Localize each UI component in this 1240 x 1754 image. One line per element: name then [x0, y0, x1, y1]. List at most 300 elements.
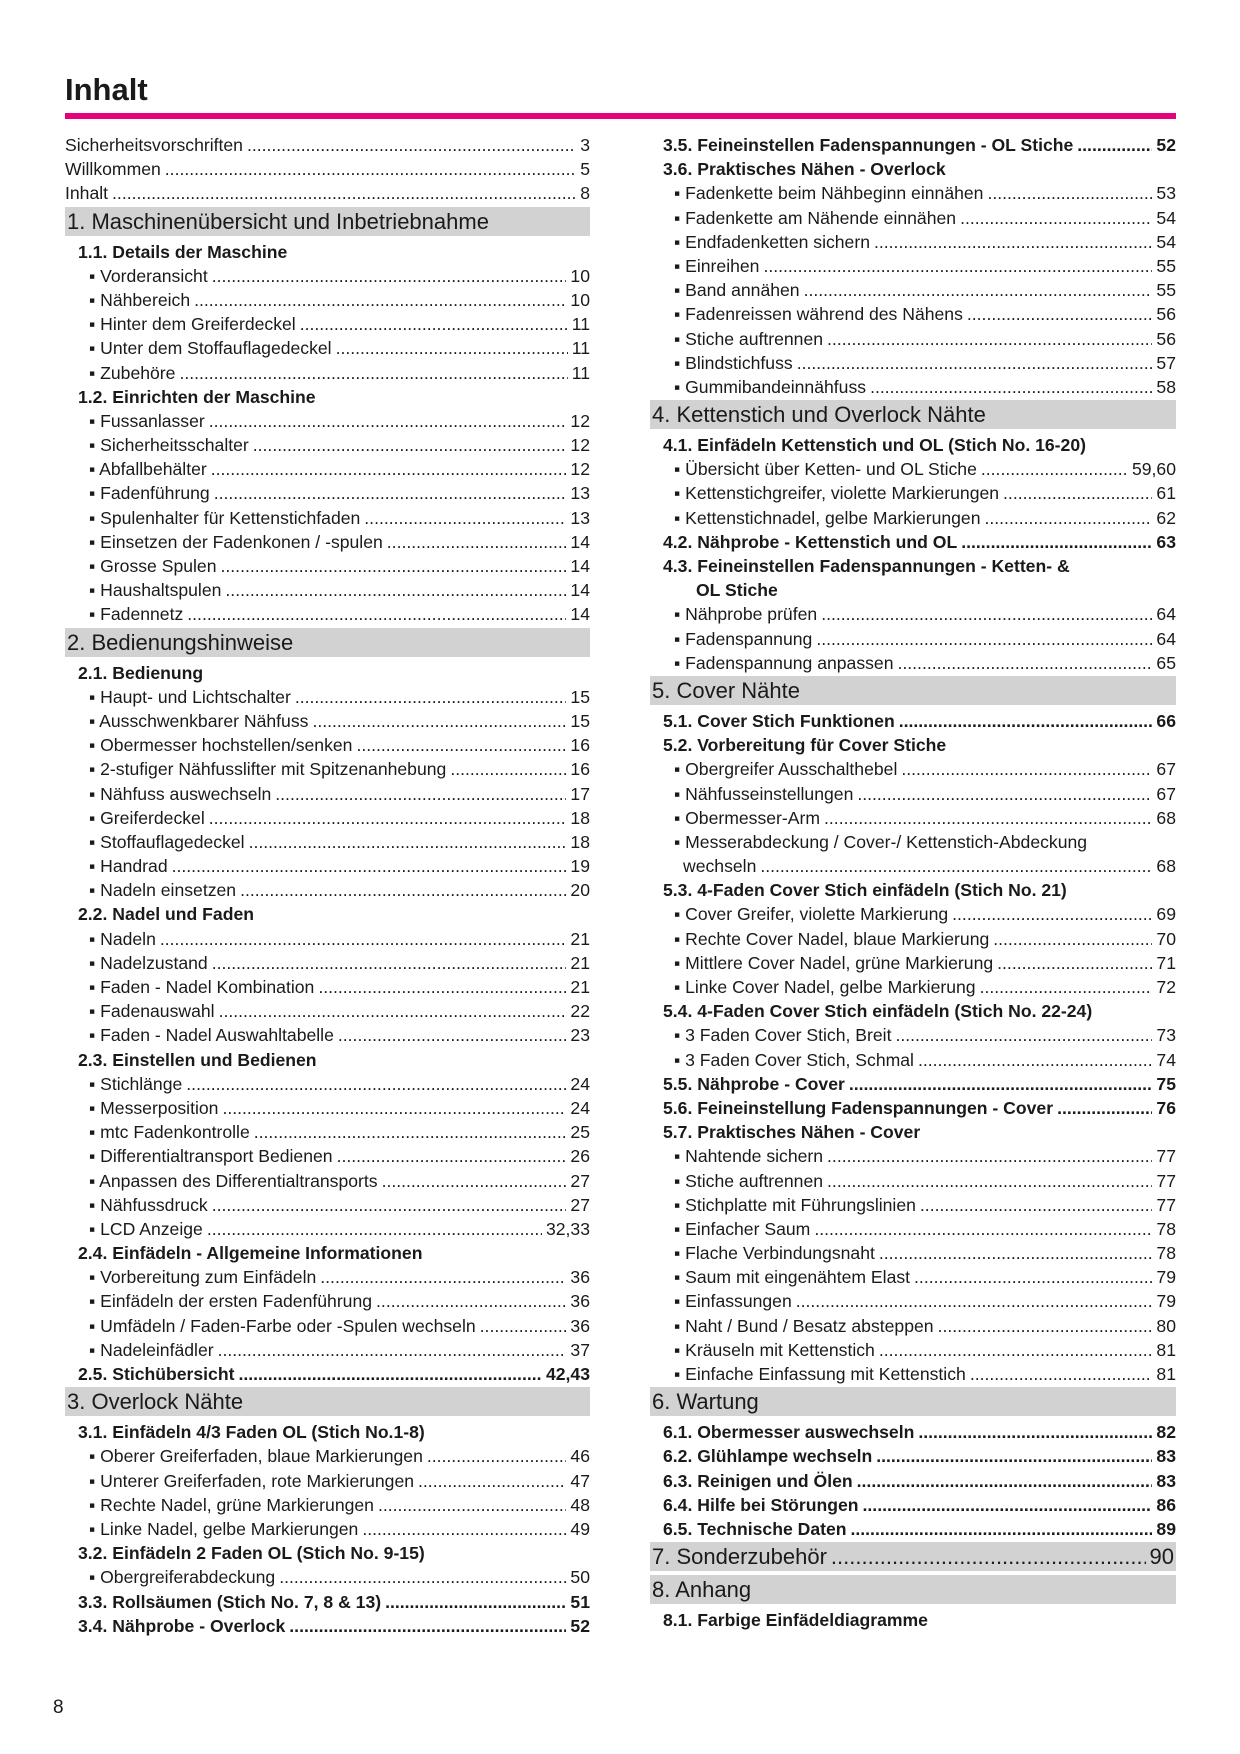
- toc-page-number: 21: [570, 977, 590, 997]
- toc-dot-leader: [289, 1614, 566, 1638]
- toc-page-number: 36: [570, 1315, 590, 1336]
- toc-page-number: 22: [570, 1001, 590, 1022]
- toc-page-number: 8: [580, 183, 590, 204]
- toc-section-entry: [650, 530, 1176, 554]
- toc-dot-leader: [376, 1289, 566, 1313]
- toc-page-number: 59,60: [1131, 459, 1176, 480]
- toc-page-number: 57: [1156, 352, 1176, 373]
- toc-dot-leader: [898, 651, 1153, 675]
- toc-dot-leader: [207, 1217, 542, 1241]
- toc-entry-title: ▪ Nähbereich: [89, 289, 191, 310]
- toc-entry: [65, 1023, 590, 1047]
- toc-chapter-heading: [65, 1387, 590, 1416]
- toc-section-entry: [650, 1517, 1176, 1541]
- toc-entry-title: 2.2. Nadel und Faden: [78, 904, 254, 925]
- toc-entry-title: ▪ Gummibandeinnähfuss: [674, 376, 867, 397]
- toc-page-number: 80: [1156, 1315, 1176, 1336]
- toc-entry-title: 3.5. Feineinstellen Fadenspannungen - OL Stiche: [663, 135, 1074, 155]
- toc-entry-title: ▪ Nahtende sichern: [674, 1146, 824, 1167]
- toc-entry-title: ▪ mtc Fadenkontrolle: [89, 1122, 250, 1143]
- toc-section-entry: [650, 433, 1176, 457]
- toc-entry: [65, 506, 590, 530]
- toc-entry-title: ▪ Obermesser hochstellen/senken: [89, 735, 353, 756]
- toc-entry-title: 5.7. Praktisches Nähen - Cover: [663, 1122, 921, 1143]
- toc-page-number: 72: [1156, 977, 1176, 997]
- toc-entry: [65, 530, 590, 554]
- toc-page-number: 83: [1156, 1470, 1176, 1491]
- toc-dot-leader: [222, 1096, 566, 1120]
- toc-dot-leader: [194, 288, 566, 312]
- toc-section-entry: [65, 1614, 590, 1638]
- toc-section-entry: [65, 1241, 590, 1265]
- toc-entry-title: 4.3. Feineinstellen Fadenspannungen - Ketten- &: [663, 556, 1070, 576]
- toc-page-number: 54: [1156, 207, 1176, 228]
- toc-page-number: 3: [580, 135, 590, 155]
- toc-entry-title: 4.1. Einfädeln Kettenstich und OL (Stich No. 16-20): [663, 435, 1086, 456]
- toc-entry: [65, 854, 590, 878]
- toc-entry-title: 4. Kettenstich und Overlock Nähte: [652, 402, 986, 428]
- toc-dot-leader: [364, 506, 566, 530]
- toc-entry-title: ▪ Faden - Nadel Kombination: [89, 977, 315, 997]
- toc-dot-leader: [212, 264, 567, 288]
- toc-section-entry: [650, 1444, 1176, 1468]
- toc-entry: [65, 709, 590, 733]
- toc-page-number: 74: [1156, 1049, 1176, 1070]
- toc-section-entry: [65, 1590, 590, 1614]
- toc-dot-leader: [378, 1493, 566, 1517]
- toc-entry: [650, 757, 1176, 781]
- toc-section-entry: [650, 1072, 1176, 1096]
- toc-entry: [650, 951, 1176, 975]
- toc-dot-leader: [960, 206, 1152, 230]
- toc-dot-leader: [179, 361, 567, 385]
- toc-dot-leader: [920, 1193, 1153, 1217]
- toc-entry-title: ▪ LCD Anzeige: [89, 1218, 203, 1239]
- toc-page-number: 78: [1156, 1218, 1176, 1239]
- toc-section-entry: [650, 578, 1176, 602]
- toc-page-number: 14: [570, 580, 590, 601]
- toc-dot-leader: [993, 927, 1152, 951]
- toc-entry-title: ▪ Greiferdeckel: [89, 807, 205, 828]
- toc-entry-title: 6.1. Obermesser auswechseln: [663, 1422, 915, 1443]
- toc-dot-leader: [480, 1314, 567, 1338]
- toc-entry-title: 4.2. Nähprobe - Kettenstich und OL: [663, 531, 958, 552]
- toc-entry: [65, 1072, 590, 1096]
- toc-entry: [65, 1444, 590, 1468]
- toc-entry: [650, 481, 1176, 505]
- toc-dot-leader: [275, 782, 566, 806]
- toc-dot-leader: [1003, 481, 1152, 505]
- toc-entry-title: 8. Anhang: [652, 1577, 752, 1603]
- toc-page-number: 12: [570, 459, 590, 480]
- toc-dot-leader: [450, 757, 566, 781]
- toc-dot-leader: [827, 327, 1152, 351]
- toc-entry: [65, 878, 590, 902]
- toc-entry: [650, 1314, 1176, 1338]
- toc-entry: [65, 830, 590, 854]
- toc-dot-leader: [831, 1542, 1146, 1571]
- toc-page-number: 75: [1156, 1073, 1176, 1094]
- toc-entry: [650, 854, 1176, 878]
- toc-entry-title: ▪ Nadeln: [89, 928, 156, 949]
- toc-entry: [65, 733, 590, 757]
- toc-entry-title: 6. Wartung: [652, 1389, 759, 1415]
- toc-page-number: 19: [570, 856, 590, 877]
- toc-entry: [650, 351, 1176, 375]
- toc-page-number: 24: [570, 1073, 590, 1094]
- toc-entry-title: 1.2. Einrichten der Maschine: [78, 386, 316, 407]
- toc-dot-leader: [253, 433, 567, 457]
- toc-entry: [65, 1289, 590, 1313]
- toc-section-entry: [65, 240, 590, 264]
- toc-entry: [650, 1193, 1176, 1217]
- toc-dot-leader: [219, 999, 567, 1023]
- toc-page-number: 73: [1156, 1025, 1176, 1046]
- toc-entry-title: ▪ Nähfussdruck: [89, 1194, 208, 1215]
- toc-entry-title: ▪ 2-stufiger Nähfusslifter mit Spitzenanhebung: [89, 759, 447, 780]
- toc-column-left: [65, 133, 590, 1638]
- toc-entry: [650, 254, 1176, 278]
- toc-dot-leader: [337, 1144, 567, 1168]
- toc-page-number: 14: [570, 556, 590, 576]
- toc-dot-leader: [857, 782, 1152, 806]
- toc-dot-leader: [427, 1444, 567, 1468]
- toc-section-entry: [650, 554, 1176, 578]
- toc-entry: [65, 288, 590, 312]
- toc-entry-title: ▪ Grosse Spulen: [89, 556, 217, 576]
- toc-entry: [65, 1193, 590, 1217]
- toc-entry: [65, 975, 590, 999]
- toc-entry: [65, 685, 590, 709]
- toc-dot-leader: [240, 878, 566, 902]
- toc-entry-title: ▪ Fadenführung: [89, 483, 210, 504]
- toc-page-number: 62: [1156, 507, 1176, 528]
- toc-dot-leader: [763, 254, 1152, 278]
- toc-entry: [650, 651, 1176, 675]
- toc-entry-title: ▪ Linke Nadel, gelbe Markierungen: [89, 1518, 359, 1539]
- toc-dot-leader: [247, 133, 576, 157]
- toc-entry-title: 3.1. Einfädeln 4/3 Faden OL (Stich No.1-8): [78, 1422, 425, 1443]
- toc-section-entry: [650, 733, 1176, 757]
- toc-page-number: 79: [1156, 1267, 1176, 1288]
- toc-entry-title: ▪ Haupt- und Lichtschalter: [89, 686, 291, 707]
- toc-page-number: 64: [1156, 604, 1176, 625]
- toc-entry: [650, 327, 1176, 351]
- toc-entry: [65, 1144, 590, 1168]
- toc-dot-leader: [387, 530, 567, 554]
- toc-section-entry: [65, 1420, 590, 1444]
- toc-page-number: 86: [1156, 1494, 1176, 1515]
- toc-page-number: 69: [1156, 904, 1176, 925]
- toc-dot-leader: [186, 1072, 566, 1096]
- toc-page-number: 70: [1156, 928, 1176, 949]
- toc-entry: [650, 206, 1176, 230]
- toc-entry: [650, 1338, 1176, 1362]
- toc-dot-leader: [952, 902, 1152, 926]
- toc-dot-leader: [209, 409, 567, 433]
- toc-section-entry: [650, 878, 1176, 902]
- toc-page-number: 48: [570, 1494, 590, 1515]
- toc-entry-title: ▪ Einfädeln der ersten Fadenführung: [89, 1291, 373, 1312]
- toc-entry-title: ▪ Nadeln einsetzen: [89, 880, 237, 901]
- toc-page-number: 81: [1156, 1339, 1176, 1360]
- toc-entry-title: 2. Bedienungshinweise: [67, 629, 294, 655]
- toc-page-number: 16: [570, 735, 590, 756]
- toc-entry: [650, 302, 1176, 326]
- toc-entry: [65, 457, 590, 481]
- toc-entry-title: ▪ Nähfusseinstellungen: [674, 783, 854, 804]
- toc-section-entry: [650, 1120, 1176, 1144]
- toc-entry: [65, 602, 590, 626]
- toc-entry-title: ▪ Cover Greifer, violette Markierung: [674, 904, 949, 925]
- toc-entry: [65, 361, 590, 385]
- toc-entry-title: ▪ Stiche auftrennen: [674, 328, 824, 349]
- toc-entry-title: ▪ Naht / Bund / Besatz absteppen: [674, 1315, 934, 1336]
- toc-page-number: 56: [1156, 328, 1176, 349]
- toc-dot-leader: [214, 481, 567, 505]
- toc-entry-title: ▪ Fadenreissen während des Nähens: [674, 304, 963, 325]
- toc-entry-title: ▪ Rechte Nadel, grüne Markierungen: [89, 1494, 374, 1515]
- toc-page-number: 82: [1156, 1422, 1176, 1443]
- toc-entry-title: ▪ Flache Verbindungsnaht: [674, 1243, 875, 1264]
- toc-dot-leader: [1077, 133, 1152, 157]
- toc-entry: [65, 1217, 590, 1241]
- toc-section-entry: [65, 1362, 590, 1386]
- toc-dot-leader: [879, 1338, 1153, 1362]
- toc-page-number: 67: [1156, 783, 1176, 804]
- toc-page-number: 71: [1156, 952, 1176, 973]
- toc-entry-title: 5.4. 4-Faden Cover Stich einfädeln (Stich No. 22-24): [663, 1001, 1093, 1022]
- toc-dot-leader: [970, 1362, 1153, 1386]
- toc-entry-title: 6.3. Reinigen und Ölen: [663, 1470, 853, 1491]
- toc-entry-title: ▪ Nadelzustand: [89, 952, 208, 973]
- toc-dot-leader: [221, 554, 567, 578]
- toc-page-number: 15: [570, 710, 590, 731]
- toc-entry: [65, 264, 590, 288]
- toc-entry-title: ▪ Blindstichfuss: [674, 352, 793, 373]
- toc-entry-title: ▪ Anpassen des Differentialtransports: [89, 1170, 378, 1191]
- toc-entry-title: ▪ Obergreiferabdeckung: [89, 1567, 276, 1588]
- toc-page-number: 90: [1149, 1544, 1174, 1570]
- toc-page-number: 12: [570, 410, 590, 431]
- toc-entry-title: ▪ Mittlere Cover Nadel, grüne Markierung: [674, 952, 994, 973]
- toc-dot-leader: [300, 312, 568, 336]
- toc-dot-leader: [385, 1590, 566, 1614]
- toc-entry: [650, 1144, 1176, 1168]
- toc-column-right: [650, 133, 1176, 1632]
- toc-page-number: 15: [570, 686, 590, 707]
- toc-entry: [650, 806, 1176, 830]
- toc-chapter-heading: [650, 1542, 1176, 1571]
- toc-entry-title: ▪ Fussanlasser: [89, 410, 205, 431]
- toc-page-number: 56: [1156, 304, 1176, 325]
- toc-dot-leader: [918, 1048, 1152, 1072]
- toc-entry-title: ▪ Linke Cover Nadel, gelbe Markierung: [674, 977, 976, 997]
- toc-dot-leader: [318, 975, 566, 999]
- toc-dot-leader: [821, 602, 1152, 626]
- toc-dot-leader: [918, 1420, 1152, 1444]
- toc-entry: [650, 782, 1176, 806]
- toc-page-number: 63: [1156, 531, 1176, 552]
- toc-page-number: 21: [570, 952, 590, 973]
- toc-entry: [65, 1314, 590, 1338]
- toc-page-number: 36: [570, 1267, 590, 1288]
- toc-entry-title: 2.4. Einfädeln - Allgemeine Informationen: [78, 1243, 423, 1264]
- toc-entry-title: ▪ Haushaltspulen: [89, 580, 222, 601]
- toc-entry-title: 1.1. Details der Maschine: [78, 241, 288, 262]
- toc-chapter-heading: [650, 1387, 1176, 1416]
- toc-entry-title: ▪ Differentialtransport Bedienen: [89, 1146, 333, 1167]
- toc-section-entry: [650, 1469, 1176, 1493]
- toc-page-number: 54: [1156, 231, 1176, 252]
- toc-page-number: 13: [570, 507, 590, 528]
- toc-entry: [650, 1241, 1176, 1265]
- toc-dot-leader: [895, 1023, 1152, 1047]
- toc-entry-title: ▪ Stoffauflagedeckel: [89, 831, 245, 852]
- toc-dot-leader: [857, 1469, 1153, 1493]
- toc-entry: [650, 1048, 1176, 1072]
- toc-dot-leader: [225, 578, 566, 602]
- toc-entry: [65, 999, 590, 1023]
- toc-entry: [650, 975, 1176, 999]
- toc-entry: [650, 278, 1176, 302]
- toc-entry: [65, 1120, 590, 1144]
- toc-page-number: 46: [570, 1446, 590, 1467]
- toc-entry: [65, 1265, 590, 1289]
- toc-section-entry: [650, 1420, 1176, 1444]
- toc-entry: [650, 627, 1176, 651]
- toc-chapter-heading: [650, 400, 1176, 429]
- toc-entry-title: ▪ Unterer Greiferfaden, rote Markierungen: [89, 1470, 415, 1491]
- toc-dot-leader: [212, 1193, 567, 1217]
- toc-entry-title: 5. Cover Nähte: [652, 677, 800, 703]
- toc-entry-title: Inhalt: [65, 183, 109, 204]
- toc-page-number: 77: [1156, 1146, 1176, 1167]
- toc-dot-leader: [824, 806, 1152, 830]
- toc-page-number: 11: [571, 362, 590, 383]
- toc-entry: [65, 806, 590, 830]
- toc-entry: [65, 578, 590, 602]
- toc-dot-leader: [938, 1314, 1153, 1338]
- toc-dot-leader: [981, 457, 1128, 481]
- toc-entry-title: 5.6. Feineinstellung Fadenspannungen - Cover: [663, 1097, 1054, 1118]
- toc-entry-title: ▪ Kettenstichgreifer, violette Markierungen: [674, 483, 1000, 504]
- toc-entry-title: ▪ Einreihen: [674, 255, 760, 276]
- toc-dot-leader: [320, 1265, 566, 1289]
- toc-chapter-heading: [650, 1575, 1176, 1604]
- toc-page-number: 55: [1156, 255, 1176, 276]
- toc-dot-leader: [760, 854, 1152, 878]
- toc-entry-title: OL Stiche: [696, 580, 778, 601]
- toc-entry-title: 3.2. Einfädeln 2 Faden OL (Stich No. 9-15): [78, 1543, 425, 1564]
- toc-dot-leader: [961, 530, 1152, 554]
- title-underline: [65, 113, 1176, 119]
- toc-entry-title: ▪ Oberer Greiferfaden, blaue Markierungen: [89, 1446, 423, 1467]
- toc-entry-title: ▪ 3 Faden Cover Stich, Breit: [674, 1025, 892, 1046]
- toc-chapter-heading: [65, 628, 590, 657]
- toc-entry-title: 7. Sonderzubehör: [652, 1544, 827, 1570]
- toc-entry-title: ▪ Nadeleinfädler: [89, 1339, 214, 1360]
- toc-dot-leader: [804, 278, 1153, 302]
- toc-dot-leader: [212, 951, 567, 975]
- toc-dot-leader: [849, 1072, 1153, 1096]
- toc-entry-title: ▪ Ausschwenkbarer Nähfuss: [89, 710, 309, 731]
- toc-entry-title: 3.6. Praktisches Nähen - Overlock: [663, 159, 946, 180]
- toc-dot-leader: [879, 1241, 1153, 1265]
- toc-dot-leader: [870, 375, 1152, 399]
- toc-page-number: 36: [570, 1291, 590, 1312]
- toc-page-number: 68: [1156, 807, 1176, 828]
- toc-page-number: 61: [1156, 483, 1176, 504]
- toc-entry-title: ▪ Stichplatte mit Führungslinien: [674, 1194, 916, 1215]
- toc-entry-title: ▪ Fadenkette am Nähende einnähen: [674, 207, 957, 228]
- toc-dot-leader: [997, 951, 1152, 975]
- toc-entry-title: ▪ Kräuseln mit Kettenstich: [674, 1339, 875, 1360]
- toc-page-number: 83: [1156, 1446, 1176, 1467]
- toc-dot-leader: [160, 927, 567, 951]
- toc-dot-leader: [187, 602, 566, 626]
- toc-entry-title: 2.1. Bedienung: [78, 662, 204, 683]
- toc-page-number: 21: [570, 928, 590, 949]
- toc-entry: [650, 506, 1176, 530]
- toc-entry-title: ▪ Einfacher Saum: [674, 1218, 811, 1239]
- toc-entry: [65, 181, 590, 205]
- toc-entry-title: 6.5. Technische Daten: [663, 1518, 847, 1539]
- toc-entry-title: ▪ Vorderansicht: [89, 265, 208, 286]
- toc-entry-title: 3. Overlock Nähte: [67, 1389, 244, 1415]
- toc-page-number: 77: [1156, 1194, 1176, 1215]
- toc-entry-title: 3.4. Nähprobe - Overlock: [78, 1615, 286, 1636]
- toc-entry-title: ▪ Abfallbehälter: [89, 459, 207, 480]
- toc-entry-title: ▪ Hinter dem Greiferdeckel: [89, 314, 296, 335]
- toc-entry-title: 5.3. 4-Faden Cover Stich einfädeln (Stich No. 21): [663, 880, 1067, 901]
- toc-page-number: 51: [570, 1591, 590, 1612]
- toc-section-entry: [65, 385, 590, 409]
- toc-entry-title: ▪ Stiche auftrennen: [674, 1170, 824, 1191]
- toc-page-number: 18: [570, 831, 590, 852]
- page-number: 8: [53, 1697, 64, 1718]
- toc-page-number: 78: [1156, 1243, 1176, 1264]
- toc-page-number: 64: [1156, 628, 1176, 649]
- toc-entry-title: ▪ Stichlänge: [89, 1073, 183, 1094]
- toc-page-number: 16: [570, 759, 590, 780]
- toc-page-number: 12: [570, 435, 590, 456]
- toc-entry: [65, 336, 590, 360]
- toc-section-entry: [65, 902, 590, 926]
- toc-section-entry: [650, 709, 1176, 733]
- toc-dot-leader: [987, 181, 1152, 205]
- toc-entry-title: ▪ Unter dem Stoffauflagedeckel: [89, 338, 332, 359]
- toc-page-number: 10: [570, 265, 590, 286]
- toc-page-number: 42,43: [545, 1364, 590, 1384]
- toc-dot-leader: [851, 1517, 1153, 1541]
- toc-entry: [650, 1265, 1176, 1289]
- toc-entry-title: ▪ Fadenspannung anpassen: [674, 652, 894, 673]
- toc-entry: [650, 902, 1176, 926]
- toc-entry-title: ▪ Spulenhalter für Kettenstichfaden: [89, 507, 361, 528]
- toc-page-number: 14: [570, 531, 590, 552]
- toc-entry: [65, 1169, 590, 1193]
- toc-chapter-heading: [650, 676, 1176, 705]
- toc-section-entry: [650, 133, 1176, 157]
- toc-section-entry: [65, 1048, 590, 1072]
- toc-entry: [650, 1217, 1176, 1241]
- toc-page-number: 55: [1156, 280, 1176, 301]
- toc-page-number: 89: [1156, 1518, 1176, 1539]
- toc-entry: [65, 951, 590, 975]
- toc-dot-leader: [249, 830, 567, 854]
- toc-dot-leader: [914, 1265, 1152, 1289]
